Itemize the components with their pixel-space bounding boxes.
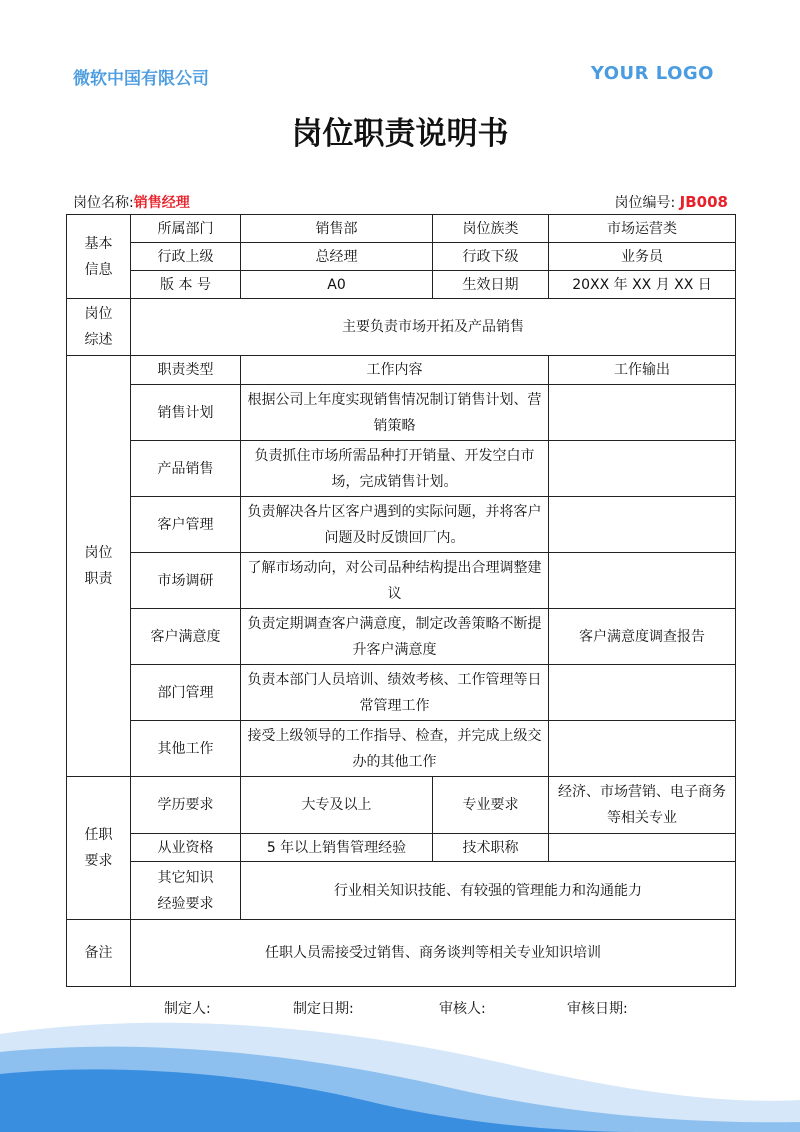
table-row bbox=[67, 721, 736, 777]
duty-content: 负责解决各片区客户遇到的实际问题，并将客户问题及时反馈回厂内。 bbox=[241, 497, 549, 553]
major-value: 经济、市场营销、电子商务等相关专业 bbox=[549, 777, 736, 834]
effective-value: 20XX 年 XX 月 XX 日 bbox=[549, 271, 736, 299]
superior-value: 总经理 bbox=[241, 243, 433, 271]
review-date-label: 审核日期: bbox=[567, 1001, 628, 1017]
family-value: 市场运营类 bbox=[549, 215, 736, 243]
duty-content: 了解市场动向，对公司品种结构提出合理调整建议 bbox=[241, 553, 549, 609]
table-row bbox=[67, 441, 736, 497]
tech-title-value bbox=[549, 834, 736, 862]
table-row bbox=[67, 862, 736, 920]
effective-label: 生效日期 bbox=[433, 271, 549, 299]
table-row bbox=[67, 609, 736, 665]
superior-label: 行政上级 bbox=[131, 243, 241, 271]
table-row bbox=[67, 243, 736, 271]
duty-output bbox=[549, 441, 736, 497]
table-row bbox=[67, 553, 736, 609]
major-label: 专业要求 bbox=[433, 777, 549, 834]
duty-output bbox=[549, 553, 736, 609]
duty-output bbox=[549, 721, 736, 777]
section-basic-info: 基本信息 bbox=[67, 215, 131, 299]
duty-output bbox=[549, 385, 736, 441]
qualification-label: 从业资格 bbox=[131, 834, 241, 862]
table-row bbox=[67, 777, 736, 834]
table-row bbox=[67, 665, 736, 721]
duty-output-header: 工作输出 bbox=[549, 356, 736, 385]
version-label: 版 本 号 bbox=[131, 271, 241, 299]
duty-output bbox=[549, 665, 736, 721]
maker-label: 制定人: bbox=[164, 1001, 211, 1017]
duty-type: 销售计划 bbox=[131, 385, 241, 441]
table-row bbox=[67, 271, 736, 299]
duty-type: 客户满意度 bbox=[131, 609, 241, 665]
section-duties: 岗位职责 bbox=[67, 356, 131, 777]
position-name-value: 销售经理 bbox=[133, 195, 190, 211]
duty-content: 负责定期调查客户满意度，制定改善策略不断提升客户满意度 bbox=[241, 609, 549, 665]
make-date-label: 制定日期: bbox=[293, 1001, 354, 1017]
dept-label: 所属部门 bbox=[131, 215, 241, 243]
job-description-table bbox=[66, 214, 736, 987]
reviewer-label: 审核人: bbox=[439, 1001, 486, 1017]
duty-type: 产品销售 bbox=[131, 441, 241, 497]
position-name-field bbox=[73, 192, 190, 212]
duty-content: 接受上级领导的工作指导、检查，并完成上级交办的其他工作 bbox=[241, 721, 549, 777]
duty-type-header: 职责类型 bbox=[131, 356, 241, 385]
table-row bbox=[67, 497, 736, 553]
duty-content-header: 工作内容 bbox=[241, 356, 549, 385]
section-remarks: 备注 bbox=[67, 920, 131, 987]
position-code-value: JB008 bbox=[679, 193, 728, 211]
edu-value: 大专及以上 bbox=[241, 777, 433, 834]
remarks-text: 任职人员需接受过销售、商务谈判等相关专业知识培训 bbox=[131, 920, 736, 987]
subordinate-label: 行政下级 bbox=[433, 243, 549, 271]
table-row bbox=[67, 299, 736, 356]
dept-value: 销售部 bbox=[241, 215, 433, 243]
duty-type: 其他工作 bbox=[131, 721, 241, 777]
table-row bbox=[67, 385, 736, 441]
position-name-label: 岗位名称: bbox=[73, 195, 134, 211]
other-knowledge-label: 其它知识经验要求 bbox=[131, 862, 241, 920]
duty-output: 客户满意度调查报告 bbox=[549, 609, 736, 665]
page-title: 岗位职责说明书 bbox=[291, 116, 509, 152]
company-name: 微软中国有限公司 bbox=[73, 69, 209, 89]
decorative-wave-footer bbox=[0, 1012, 800, 1132]
version-value: A0 bbox=[241, 271, 433, 299]
position-code-field bbox=[615, 192, 729, 212]
table-row bbox=[67, 215, 736, 243]
qualification-value: 5 年以上销售管理经验 bbox=[241, 834, 433, 862]
duty-content: 负责本部门人员培训、绩效考核、工作管理等日常管理工作 bbox=[241, 665, 549, 721]
summary-text: 主要负责市场开拓及产品销售 bbox=[131, 299, 736, 356]
duty-output bbox=[549, 497, 736, 553]
duty-type: 市场调研 bbox=[131, 553, 241, 609]
table-row bbox=[67, 834, 736, 862]
section-requirements: 任职要求 bbox=[67, 777, 131, 920]
duty-type: 客户管理 bbox=[131, 497, 241, 553]
section-summary: 岗位综述 bbox=[67, 299, 131, 356]
table-row bbox=[67, 920, 736, 987]
family-label: 岗位族类 bbox=[433, 215, 549, 243]
subordinate-value: 业务员 bbox=[549, 243, 736, 271]
company-logo: YOUR LOGO bbox=[590, 63, 714, 84]
duty-type: 部门管理 bbox=[131, 665, 241, 721]
duty-content: 根据公司上年度实现销售情况制订销售计划、营销策略 bbox=[241, 385, 549, 441]
tech-title-label: 技术职称 bbox=[433, 834, 549, 862]
position-code-label: 岗位编号: bbox=[614, 195, 676, 211]
duty-content: 负责抓住市场所需品种打开销量、开发空白市场，完成销售计划。 bbox=[241, 441, 549, 497]
other-knowledge-value: 行业相关知识技能、有较强的管理能力和沟通能力 bbox=[241, 862, 736, 920]
edu-label: 学历要求 bbox=[131, 777, 241, 834]
table-row bbox=[67, 356, 736, 385]
